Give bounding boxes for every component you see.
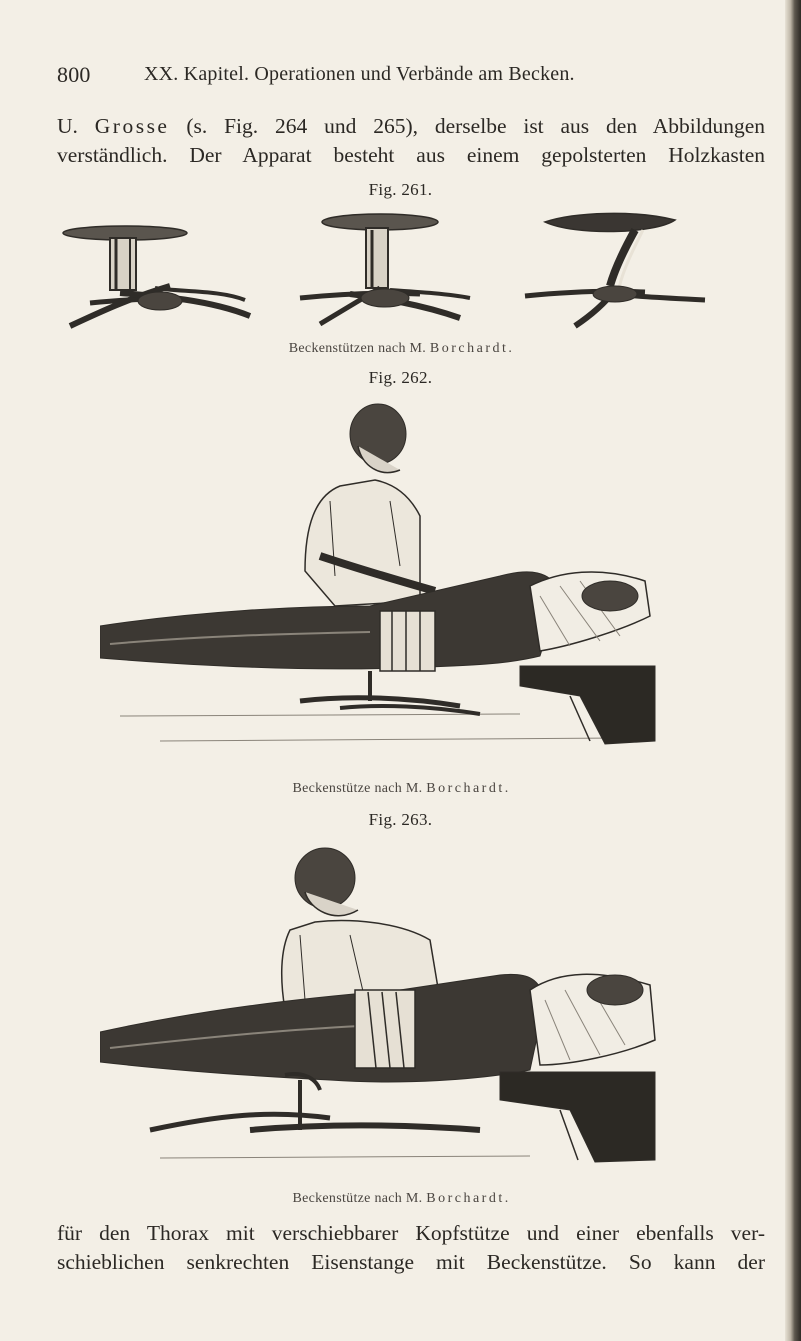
pelvic-support-1 (63, 226, 250, 326)
patient-on-pelvic-support-engraving (100, 396, 660, 766)
table (160, 1156, 530, 1158)
figure-261-illustration (60, 208, 720, 333)
paragraph-bottom (57, 1219, 765, 1277)
page-number: 800 (57, 62, 91, 87)
attendant-figure (282, 848, 440, 1010)
figure-263-label: Fig. 263. (368, 810, 433, 829)
support-stand (300, 671, 480, 714)
paragraph-bottom-line-1: für den Thorax mit verschiebbarer Kopfstütze und einer ebenfalls ver- (57, 1221, 765, 1245)
pelvic-support-3 (525, 213, 705, 326)
figure-261-label: Fig. 261. (368, 180, 433, 199)
paragraph-top-line-2: verständlich. Der Apparat besteht aus einem gepolsterten Holzkasten (57, 143, 765, 167)
figure-262-caption: Beckenstütze nach M. Borchardt. (292, 781, 509, 796)
running-head: XX. Kapitel. Operationen und Verbände am Becken. (144, 63, 575, 85)
patient-on-pelvic-support-variant-engraving (100, 840, 660, 1170)
table-block (520, 666, 655, 744)
figure-262-illustration (100, 396, 660, 766)
pelvic-support-2 (300, 214, 470, 324)
paragraph-bottom-line-2: schieblichen senkrechten Eisenstange mit Beckenstütze. So kann der (57, 1250, 765, 1274)
figure-261-caption: Beckenstützen nach M. Borchardt. (288, 341, 513, 356)
paragraph-top (57, 112, 765, 170)
page-header (57, 62, 757, 92)
table (120, 714, 620, 741)
table-block (500, 1072, 655, 1162)
figure-263-illustration (100, 840, 660, 1170)
paragraph-top-line-1: U. Grosse (s. Fig. 264 und 265), derselbe ist aus den Abbildungen (57, 114, 766, 138)
attendant-figure (305, 404, 435, 606)
support-stand (150, 1074, 480, 1130)
figure-263-caption: Beckenstütze nach M. Borchardt. (292, 1191, 509, 1206)
pelvic-supports-engraving (60, 208, 720, 333)
patient-figure (100, 974, 655, 1082)
book-spine-shadow (785, 0, 801, 1341)
author-name-grosse: Grosse (94, 114, 170, 138)
figure-262-label: Fig. 262. (368, 368, 433, 387)
